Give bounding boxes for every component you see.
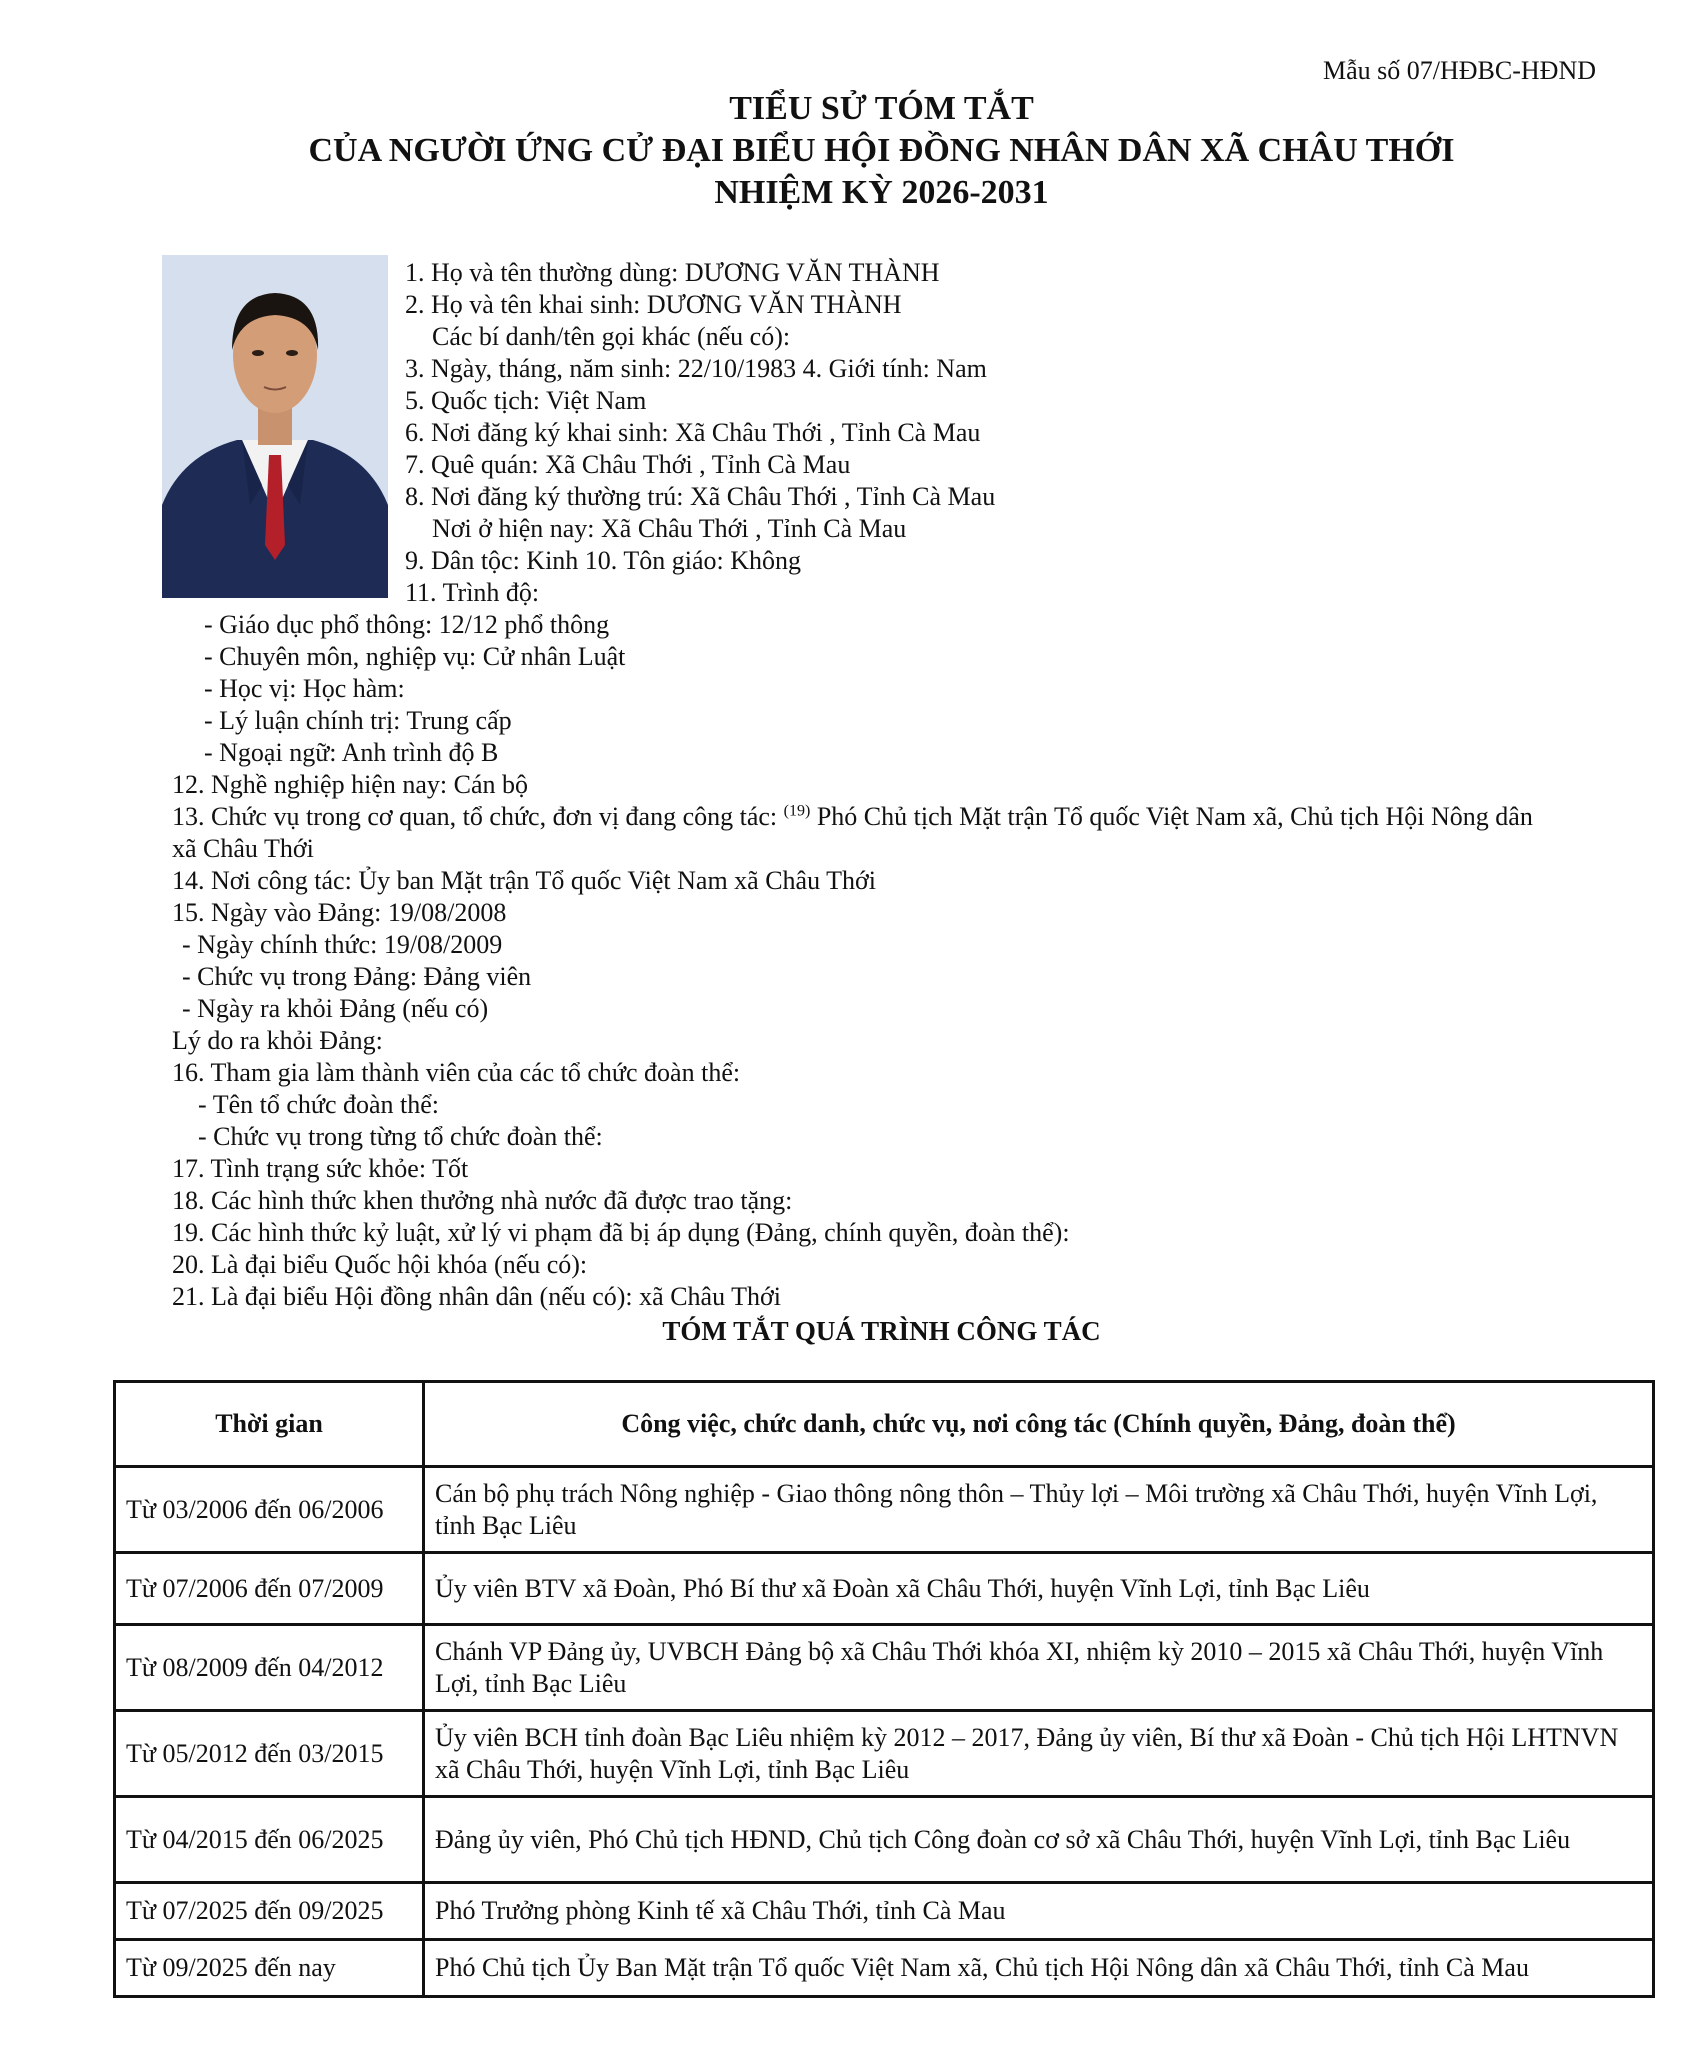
row-period: Từ 05/2012 đến 03/2015 xyxy=(115,1711,424,1797)
header-time: Thời gian xyxy=(115,1382,424,1467)
portrait-image xyxy=(162,255,388,598)
table-row xyxy=(115,1711,1654,1797)
field-nationality: 5. Quốc tịch: Việt Nam xyxy=(405,386,647,415)
field-party-official-date: - Ngày chính thức: 19/08/2009 xyxy=(182,930,503,959)
field-common-name: 1. Họ và tên thường dùng: DƯƠNG VĂN THÀNH xyxy=(405,258,940,287)
title-line-3: NHIỆM KỲ 2026-2031 xyxy=(714,174,1049,211)
row-period: Từ 07/2006 đến 07/2009 xyxy=(115,1553,424,1625)
header-description: Công việc, chức danh, chức vụ, nơi công tác (Chính quyền, Đảng, đoàn thể) xyxy=(424,1382,1654,1467)
field-discipline: 19. Các hình thức kỷ luật, xử lý vi phạm đã bị áp dụng (Đảng, chính quyền, đoàn thể): xyxy=(172,1218,1070,1247)
field-academic-degree: - Học vị: Học hàm: xyxy=(204,674,405,703)
form-code: Mẫu số 07/HĐBC-HĐND xyxy=(1323,56,1596,85)
field-permanent-residence: 8. Nơi đăng ký thường trú: Xã Châu Thới , Tỉnh Cà Mau xyxy=(405,482,996,511)
row-description: Chánh VP Đảng ủy, UVBCH Đảng bộ xã Châu Thới khóa XI, nhiệm kỳ 2010 – 2015 xã Châu Thới, huyện Vĩnh Lợi, tỉnh Bạc Liêu xyxy=(424,1625,1654,1711)
field-foreign-language: - Ngoại ngữ: Anh trình độ B xyxy=(204,738,499,767)
row-period: Từ 07/2025 đến 09/2025 xyxy=(115,1883,424,1940)
document-title xyxy=(0,88,1684,214)
field-occupation: 12. Nghề nghiệp hiện nay: Cán bộ xyxy=(172,770,528,799)
field-professional: - Chuyên môn, nghiệp vụ: Cử nhân Luật xyxy=(204,642,626,671)
row-period: Từ 08/2009 đến 04/2012 xyxy=(115,1625,424,1711)
field-current-residence: Nơi ở hiện nay: Xã Châu Thới , Tỉnh Cà Mau xyxy=(432,514,907,543)
field-position-continued: xã Châu Thới xyxy=(172,834,314,863)
field-party-position: - Chức vụ trong Đảng: Đảng viên xyxy=(182,962,532,991)
row-description: Phó Chủ tịch Ủy Ban Mặt trận Tổ quốc Việt Nam xã, Chủ tịch Hội Nông dân xã Châu Thới, tỉnh Cà Mau xyxy=(424,1940,1654,1997)
field-peoples-council: 21. Là đại biểu Hội đồng nhân dân (nếu có): xã Châu Thới xyxy=(172,1282,781,1311)
field-ethnicity-religion: 9. Dân tộc: Kinh 10. Tôn giáo: Không xyxy=(405,546,801,575)
field-party-exit-date: - Ngày ra khỏi Đảng (nếu có) xyxy=(182,994,489,1023)
field-party-join-date: 15. Ngày vào Đảng: 19/08/2008 xyxy=(172,898,507,927)
field-general-education: - Giáo dục phổ thông: 12/12 phổ thông xyxy=(204,610,610,639)
field-hometown: 7. Quê quán: Xã Châu Thới , Tỉnh Cà Mau xyxy=(405,450,851,479)
work-history-title: TÓM TẮT QUÁ TRÌNH CÔNG TÁC xyxy=(662,1316,1101,1346)
field-aliases: Các bí danh/tên gọi khác (nếu có): xyxy=(432,322,791,351)
row-description: Đảng ủy viên, Phó Chủ tịch HĐND, Chủ tịch Công đoàn cơ sở xã Châu Thới, huyện Vĩnh Lợi, tỉnh Bạc Liêu xyxy=(424,1797,1654,1883)
title-line-1: TIỂU SỬ TÓM TẮT xyxy=(729,90,1034,127)
row-period: Từ 04/2015 đến 06/2025 xyxy=(115,1797,424,1883)
row-description: Phó Trưởng phòng Kinh tế xã Châu Thới, tỉnh Cà Mau xyxy=(424,1883,1654,1940)
row-period: Từ 09/2025 đến nay xyxy=(115,1940,424,1997)
field-political-theory: - Lý luận chính trị: Trung cấp xyxy=(204,706,512,735)
title-line-2: CỦA NGƯỜI ỨNG CỬ ĐẠI BIỂU HỘI ĐỒNG NHÂN DÂN XÃ CHÂU THỚI xyxy=(308,132,1455,169)
field-dob-gender: 3. Ngày, tháng, năm sinh: 22/10/1983 4. Giới tính: Nam xyxy=(405,354,987,383)
field-birth-name: 2. Họ và tên khai sinh: DƯƠNG VĂN THÀNH xyxy=(405,290,902,319)
row-period: Từ 03/2006 đến 06/2006 xyxy=(115,1467,424,1553)
row-description: Cán bộ phụ trách Nông nghiệp - Giao thông nông thôn – Thủy lợi – Môi trường xã Châu Thới, huyện Vĩnh Lợi, tỉnh Bạc Liêu xyxy=(424,1467,1654,1553)
field-organization-name: - Tên tổ chức đoàn thể: xyxy=(198,1090,440,1119)
field-organizations: 16. Tham gia làm thành viên của các tổ chức đoàn thể: xyxy=(172,1058,741,1087)
table-row xyxy=(115,1625,1654,1711)
table-row xyxy=(115,1553,1654,1625)
work-history-table xyxy=(113,1380,1655,1998)
field-health: 17. Tình trạng sức khỏe: Tốt xyxy=(172,1154,469,1183)
footnote-marker: (19) xyxy=(783,802,811,820)
table-row xyxy=(115,1883,1654,1940)
field-organization-position: - Chức vụ trong từng tổ chức đoàn thể: xyxy=(198,1122,603,1151)
field-position-label: 13. Chức vụ trong cơ quan, tổ chức, đơn vị đang công tác: xyxy=(172,802,784,831)
field-position xyxy=(172,801,1533,833)
field-workplace: 14. Nơi công tác: Ủy ban Mặt trận Tổ quốc Việt Nam xã Châu Thới xyxy=(172,866,876,895)
row-description: Ủy viên BCH tỉnh đoàn Bạc Liêu nhiệm kỳ 2012 – 2017, Đảng ủy viên, Bí thư xã Đoàn - Chủ tịch Hội LHTNVN xã Châu Thới, huyện Vĩnh Lợi, tỉnh Bạc Liêu xyxy=(424,1711,1654,1797)
table-row xyxy=(115,1467,1654,1553)
field-qualifications: 11. Trình độ: xyxy=(405,578,540,607)
table-row xyxy=(115,1940,1654,1997)
field-birth-registration: 6. Nơi đăng ký khai sinh: Xã Châu Thới , Tỉnh Cà Mau xyxy=(405,418,981,447)
table-row xyxy=(115,1797,1654,1883)
field-position-value: Phó Chủ tịch Mặt trận Tổ quốc Việt Nam xã, Chủ tịch Hội Nông dân xyxy=(810,802,1533,831)
row-description: Ủy viên BTV xã Đoàn, Phó Bí thư xã Đoàn xã Châu Thới, huyện Vĩnh Lợi, tỉnh Bạc Liêu xyxy=(424,1553,1654,1625)
field-party-exit-reason: Lý do ra khỏi Đảng: xyxy=(172,1026,383,1055)
table-header-row xyxy=(115,1382,1654,1467)
field-awards: 18. Các hình thức khen thưởng nhà nước đã được trao tặng: xyxy=(172,1186,793,1215)
field-national-assembly: 20. Là đại biểu Quốc hội khóa (nếu có): xyxy=(172,1250,588,1279)
candidate-photo xyxy=(162,255,388,598)
